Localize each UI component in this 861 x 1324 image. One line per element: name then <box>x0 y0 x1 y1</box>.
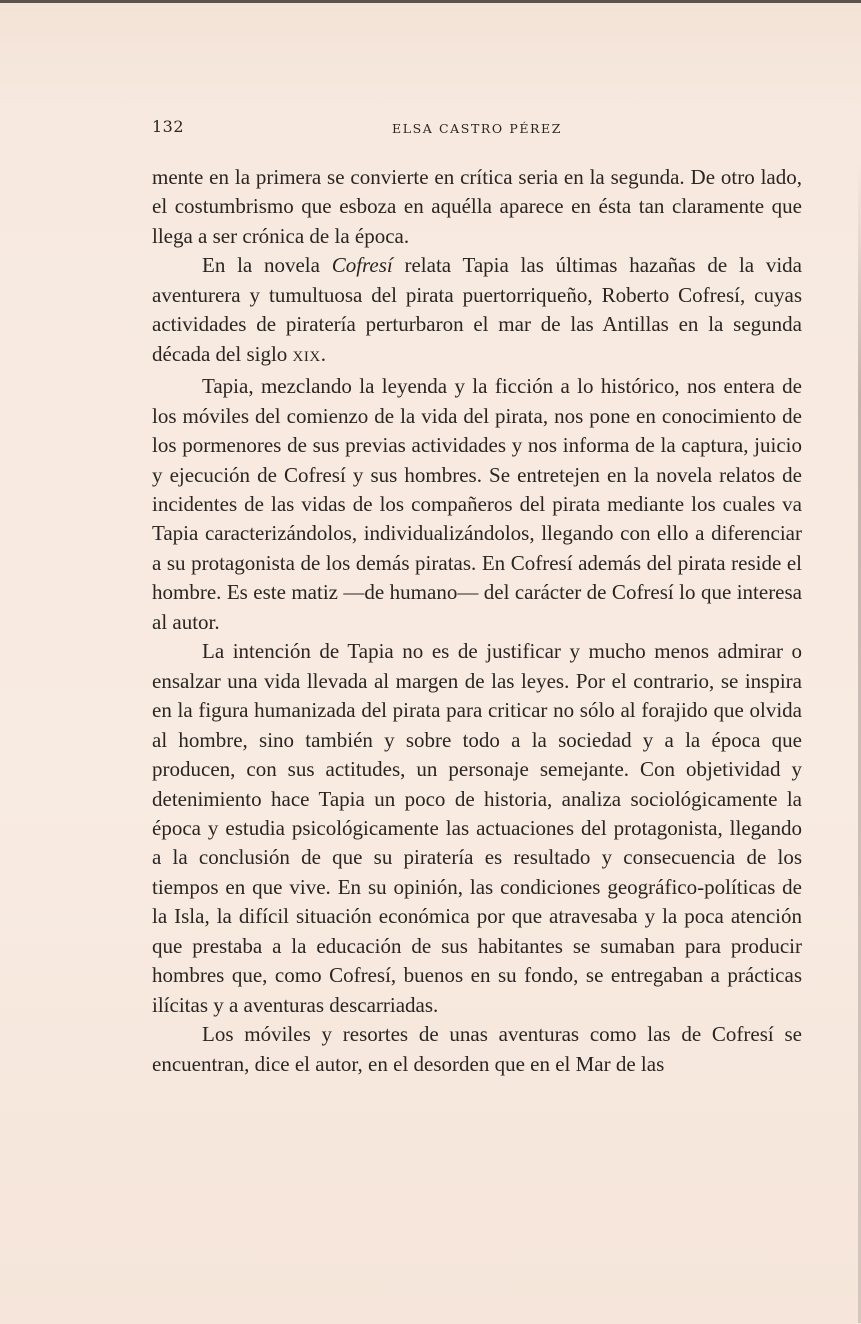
paragraph-text: . <box>320 341 326 366</box>
novel-title: Cofresí <box>331 253 393 278</box>
paragraph-tapia-intention: La intención de Tapia no es de justificar y mucho menos admirar o ensalzar una vida llevada al margen de las leyes. Por el contrario, se inspira en la figura humanizada del pirata para criticar no sólo al forajido que olvida al hombre, sino también y sobre todo a la sociedad y a la época que producen, con sus actitudes, un personaje semejante. Con objetividad y detenimiento hace Tapia un poco de historia, analiza sociológicamente la época y estudia psicológicamente las actuaciones del protagonista, llegando a la conclusión de que su piratería es resultado y consecuencia de los tiempos en que vive. En su opinión, las condiciones geográfico-políticas de la Isla, la difícil situación económica por que atravesaba y la poca atención que prestaba a la educación de sus habitantes se sumaban para producir hombres que, como Cofresí, buenos en su fondo, se entregaban a prácticas ilícitas y a aventuras descarriadas. <box>152 639 802 1017</box>
paragraph-cofresi-novel <box>152 251 802 372</box>
page-number: 132 <box>152 117 185 136</box>
century-numeral: XIX <box>292 348 321 365</box>
paragraph-moviles: Los móviles y resortes de unas aventuras como las de Cofresí se encuentran, dice el autor, en el desorden que en el Mar de las <box>152 1022 802 1076</box>
running-head: ELSA CASTRO PÉREZ <box>392 121 563 136</box>
paragraph-tapia-legend: Tapia, mezclando la leyenda y la ficción a lo histórico, nos entera de los móviles del comienzo de la vida del pirata, nos pone en conocimiento de los pormenores de sus previas actividades y nos informa de la captura, juicio y ejecución de Cofresí y sus hombres. Se entretejen en la novela relatos de incidentes de las vidas de los compañeros del pirata mediante los cuales va Tapia caracterizándolos, individualizándolos, llegando con ello a diferenciar a su protagonista de los demás piratas. En Cofresí además del pirata reside el hombre. Es este matiz —de humano— del carácter de Cofresí lo que interesa al autor. <box>152 374 802 634</box>
paragraph-continuation: mente en la primera se convierte en crítica seria en la segunda. De otro lado, el costumbrismo que esboza en aquélla aparece en ésta tan claramente que llega a ser crónica de la época. <box>152 165 802 248</box>
page-header <box>152 117 802 141</box>
paragraph-text: En la novela <box>202 253 332 278</box>
paragraph-text: relata Tapia las últimas hazañas de la vida aventurera y tumultuosa del pirata puertorriqueño, Roberto Cofresí, cuyas actividades de piratería perturbaron el mar de las Antillas en la segunda década del siglo <box>152 253 802 366</box>
body-text <box>152 163 802 1079</box>
